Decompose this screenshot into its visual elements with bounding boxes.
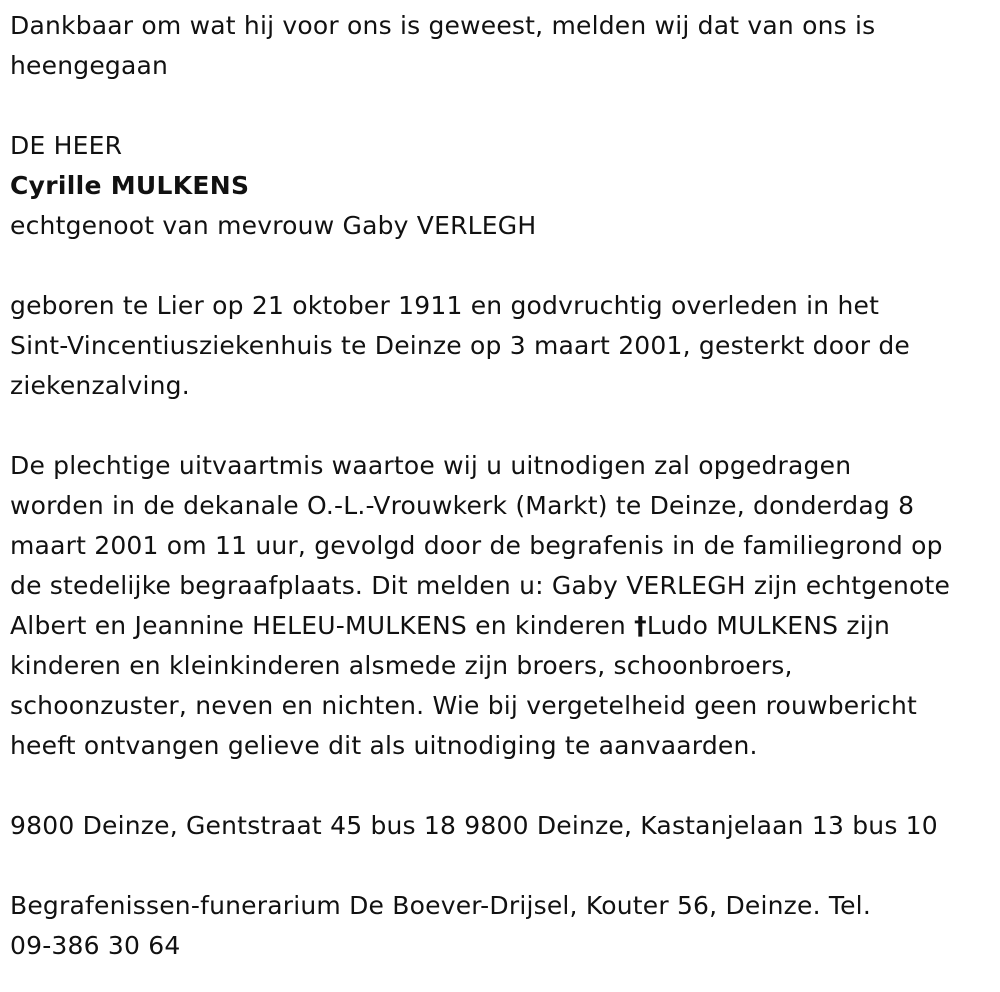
intro-paragraph xyxy=(10,6,995,86)
funeral-home-line: Begrafenissen-funerarium De Boever-Drijsel, Kouter 56, Deinze. Tel. xyxy=(10,891,871,920)
spacer xyxy=(10,246,995,286)
obituary-notice xyxy=(10,6,995,966)
spouse-line: echtgenoot van mevrouw Gaby VERLEGH xyxy=(10,211,537,240)
funeral-line: schoonzuster, neven en nichten. Wie bij vergetelheid geen rouwbericht xyxy=(10,691,918,720)
funeral-home-phone: 09-386 30 64 xyxy=(10,931,181,960)
birth-death-paragraph xyxy=(10,286,995,406)
cross-icon: † xyxy=(634,611,647,640)
addresses-line: 9800 Deinze, Gentstraat 45 bus 18 9800 Deinze, Kastanjelaan 13 bus 10 xyxy=(10,811,938,840)
spacer xyxy=(10,766,995,806)
spacer xyxy=(10,846,995,886)
funeral-line: De plechtige uitvaartmis waartoe wij u uitnodigen zal opgedragen xyxy=(10,451,852,480)
funeral-paragraph xyxy=(10,446,995,766)
deceased-name: Cyrille MULKENS xyxy=(10,171,250,200)
intro-line: heengegaan xyxy=(10,51,169,80)
funeral-line-text: Albert en Jeannine HELEU-MULKENS en kinderen xyxy=(10,611,635,640)
spacer xyxy=(10,86,995,126)
funeral-line: maart 2001 om 11 uur, gevolgd door de begrafenis in de familiegrond op xyxy=(10,531,943,560)
funeral-home-paragraph xyxy=(10,886,995,966)
intro-line: Dankbaar om wat hij voor ons is geweest, melden wij dat van ons is xyxy=(10,11,876,40)
funeral-line: heeft ontvangen gelieve dit als uitnodiging te aanvaarden. xyxy=(10,731,758,760)
funeral-line-text: Ludo MULKENS zijn xyxy=(646,611,891,640)
birth-death-line: Sint-Vincentiusziekenhuis te Deinze op 3 maart 2001, gesterkt door de xyxy=(10,331,911,360)
funeral-line-with-cross xyxy=(10,606,995,646)
birth-death-line: ziekenzalving. xyxy=(10,371,190,400)
funeral-line: de stedelijke begraafplaats. Dit melden u: Gaby VERLEGH zijn echtgenote xyxy=(10,571,951,600)
spacer xyxy=(10,406,995,446)
birth-death-line: geboren te Lier op 21 oktober 1911 en godvruchtig overleden in het xyxy=(10,291,880,320)
funeral-line: worden in de dekanale O.-L.-Vrouwkerk (Markt) te Deinze, donderdag 8 xyxy=(10,491,915,520)
funeral-line: kinderen en kleinkinderen alsmede zijn broers, schoonbroers, xyxy=(10,651,793,680)
honorific-title: DE HEER xyxy=(10,131,123,160)
